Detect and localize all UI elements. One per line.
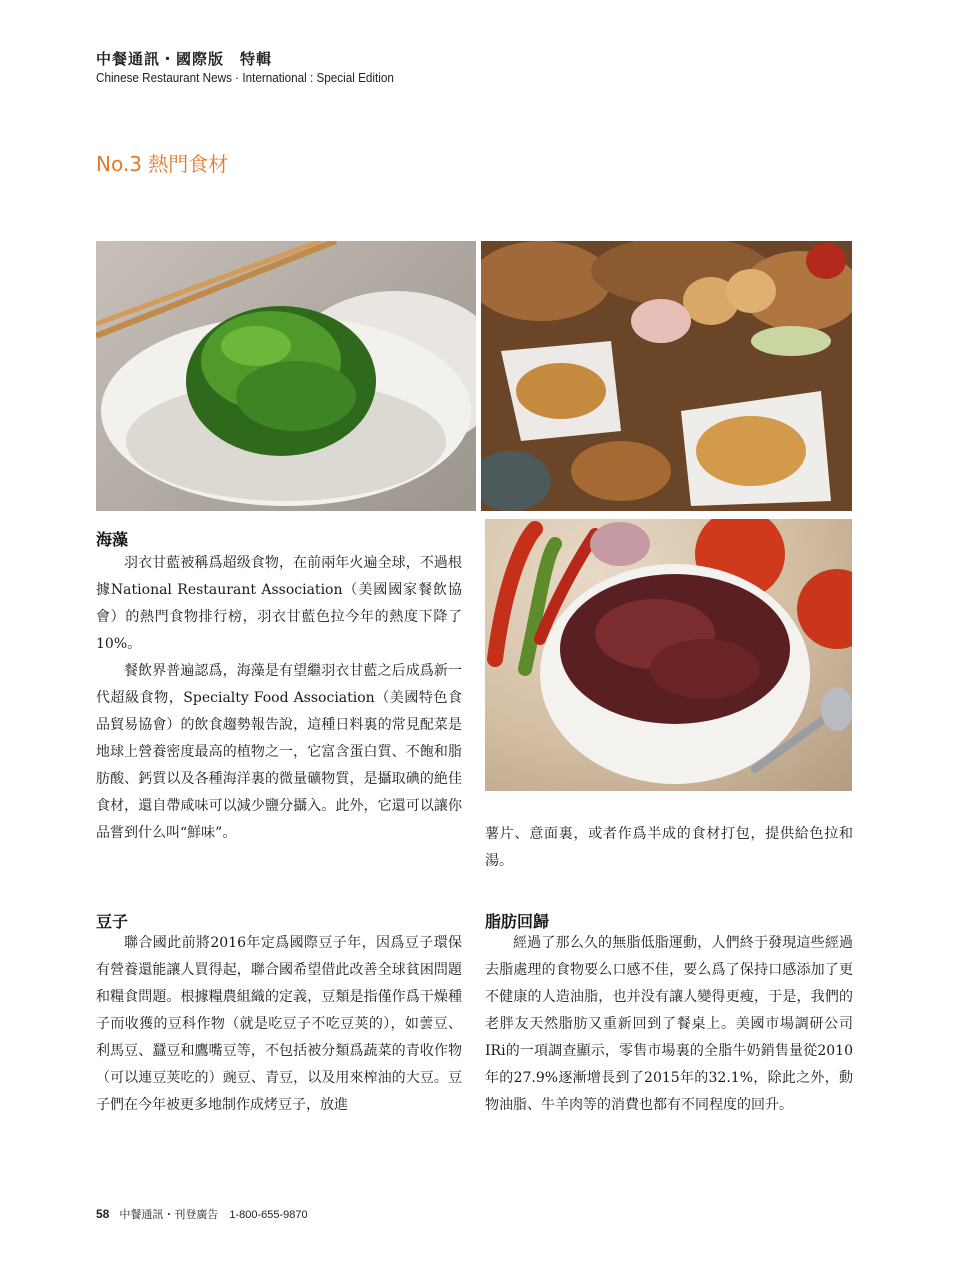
fat-heading: 脂肪回歸 <box>485 912 550 931</box>
seaweed-paragraph: 羽衣甘藍被稱爲超级食物，在前兩年火遍全球，不過根據National Restaurant Association（美國國家餐飲協會）的熱門食物排行榜，羽衣甘藍色拉今年的熱度下降了10%。 <box>96 555 462 652</box>
beans-paragraph: 聯合國此前將2016年定爲國際豆子年，因爲豆子環保有營養還能讓人買得起，聯合國希望借此改善全球貧困問題和糧食問題。根據糧農組織的定義，豆類是指僅作爲干燥種子而收獲的豆科作物（就是吃豆子不吃豆荚的），如蕓豆、利馬豆、蠶豆和鷹嘴豆等，不包括被分類爲蔬菜的青收作物（可以連豆荚吃的）豌豆、青豆，以及用來榨油的大豆。豆子們在今年被更多地制作成烤豆子，放進 <box>96 935 462 1113</box>
beans-paragraph-continued: 薯片、意面裏，或者作爲半成的食材打包，提供給色拉和湯。 <box>485 826 853 869</box>
footer-text: 中餐通訊・刊登廣告 1-800-655-9870 <box>119 1209 308 1221</box>
fried-food-pile-photo <box>481 241 852 511</box>
seaweed-paragraph: 餐飲界普遍認爲，海藻是有望繼羽衣甘藍之后成爲新一代超級食物，Specialty Food Association（美國特色食品貿易協會）的飲食趨勢報告說，這種日料裏的常見配菜是地球上營養密度最高的植物之一，它富含蛋白質、不飽和脂肪酸、鈣質以及各種海洋裏的微量礦物質，是攝取碘的絶佳食材，還自帶咸味可以減少鹽分攝入。此外，它還可以讓你品嘗到什么叫“鮮味”。 <box>96 663 462 841</box>
bean-bowl-photo <box>485 519 852 791</box>
page-footer <box>96 1206 308 1222</box>
publication-title: 中餐通訊・國際版 特輯 <box>96 50 273 68</box>
section-title: No.3 熱門食材 <box>96 152 229 176</box>
page-number: 58 <box>96 1207 110 1221</box>
seaweed-salad-photo <box>96 241 476 511</box>
beans-heading: 豆子 <box>96 912 129 931</box>
fat-paragraph: 經過了那么久的無脂低脂運動，人們終于發現這些經過去脂處理的食物要么口感不佳，要么爲了保持口感添加了更不健康的人造油脂，也并没有讓人變得更瘦，于是，我們的老胖友天然脂肪又重新回到了餐桌上。美國市場調研公司IRi的一項調查顯示，零售市場裏的全脂牛奶銷售量從2010年的27.9%逐漸增長到了2015年的32.1%，除此之外，動物油脂、牛羊肉等的消費也都有不同程度的回升。 <box>485 935 853 1113</box>
publication-subtitle: Chinese Restaurant News · International : Special Edition <box>96 70 394 85</box>
seaweed-heading: 海藻 <box>96 530 129 549</box>
